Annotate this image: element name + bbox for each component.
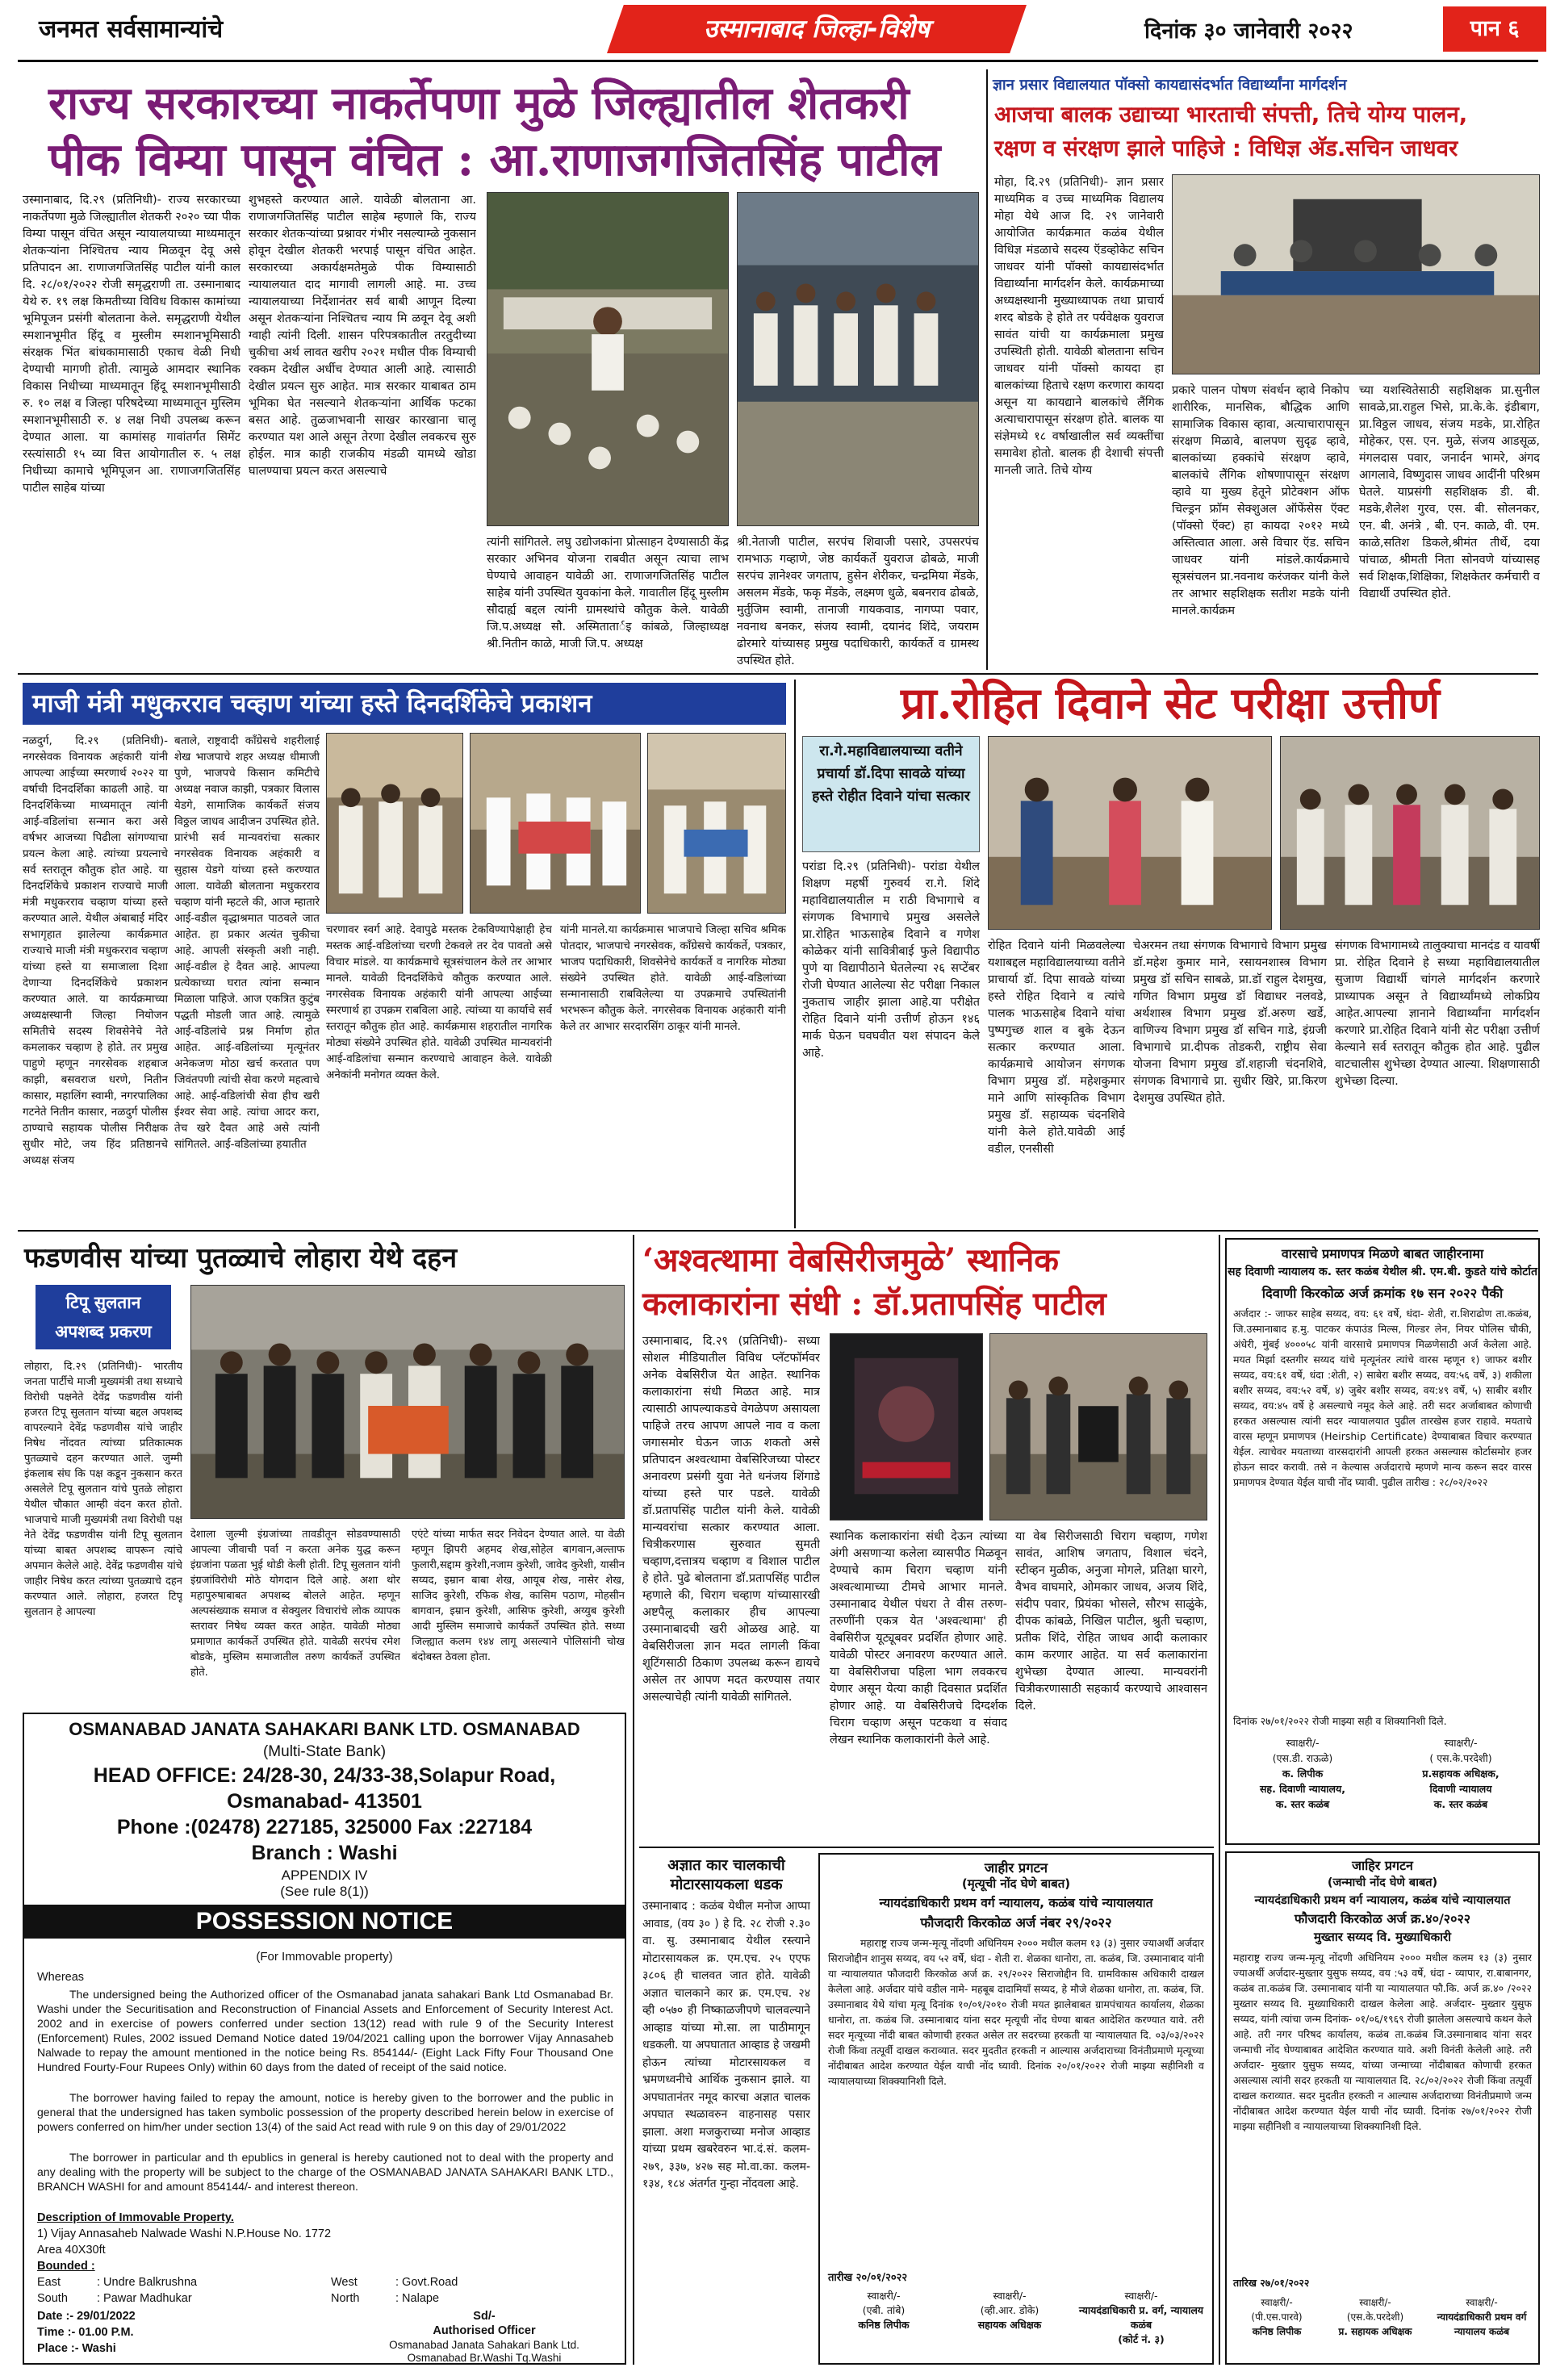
notice-para-2: The borrower having failed to repay the amount, notice is hereby given to the borrower and the public in general that the undersigned has taken symbolic possession of the property described herein below in exercise of powers conferred on him/her under section 13(4) of the said Act read with rule 9 on this day of 29/01/2022	[37, 2091, 613, 2133]
story5-tag-line2: अपशब्द प्रकरण	[55, 1322, 152, 1341]
heirship-sig-1-prefix: स्वाक्षरी/-	[1286, 1737, 1320, 1749]
heirship-body: अर्जदार :- जाफर साहेब सय्यद, वय: ६१ वर्षे, धंदा- शेती, रा.शिराढोण ता.कळंब, जि.उस्मानाबाद ह.मु. पाटकर कंपाउंड मिल्स, गिल्डर लेन, नियर पोलिस चौकी, अंधेरी, मुंबई ४०००५८ यांनी वारसाचे प्रमाणपत्र मिळणेसाठी अर्ज केलेला आहे. मयत मिर्झा दस्तगीर सय्यद यांचे मृत्यूनंतर त्यांचे वारस म्हणून १) जाफर बशीर सय्यद, वय:६१ वर्षे, धंदा :शेती, २) साबेरा बशीर सय्यद, वय:५६ वर्षे, ३) शकीला बशीर सय्यद, वय:५२ वर्षे, ४) जुबेर बशीर सय्यद, वय:४९ वर्षे, ५) साबीर बशीर सय्यद, वय:४५ वर्षे हे असल्याचे नमूद केले आहे. तरी सदर अर्जाबाबत कोणाची हरकत असल्यास त्यांनी सदर न्यायालयात पुढील तारखेस हजर राहावे. मयताचे वारस म्हणून प्रमाणपत्र (Heirship Certificate) देण्याबाबत विचार करण्यात येईल. त्याचेवर मयताच्या वारसदारांनी आपली हरकत असल्यास कोर्टासमोर हजर होऊन सादर करावी. तसे न केल्यास अर्जदाराचे म्हणणे मान्य करून सदर वारस प्रमाणपत्र देण्यात येईल याची नोंद घ्यावी. पुढील तारीख : २८/०२/२०२२	[1233, 1307, 1532, 1488]
story3-col-4: यांनी मानले.या कार्यक्रमास भाजपाचे जिल्हा सचिव श्रमिक पोतदार, भाजपाचे नगरसेवक, कॉंग्रेसचे कार्यकर्ते, पत्रकार, भाजप पदाधिकारी, शिवसेनेचे कार्यकर्ते व नागरिक मोठ्या संख्येने उपस्थित होते. यावेळी आई-वडिलांच्या सन्मानासाठी राबविलेल्या या उपक्रमाचे उपस्थितांनी भरभरून कौतुक केले. नगरसेवक विनायक अहंकारी यांनी केले तर आभार सरदारसिंग ठाकूर यांनी मानले.	[560, 923, 786, 1033]
story5-tag	[36, 1285, 171, 1349]
bank-branch: Branch : Washi	[251, 1842, 398, 1864]
story2-headline-2: रक्षण व संरक्षण झाले पाहिजे : विधिज्ञ अ‍ॅड.सचिन जाधवर	[994, 136, 1458, 161]
story4-photo-group	[1280, 736, 1540, 930]
death-notice-header: जाहीर प्रगटन	[984, 1860, 1048, 1876]
issue-date: दिनांक ३० जानेवारी २०२२	[1144, 19, 1353, 44]
story4-col-1: परांडा दि.२९ (प्रतिनिधी)- परांडा येथील शिक्षण महर्षी गुरुवर्य रा.गे. शिंदे महाविद्यालयातील म राठी विभागाचे व संगणक विभागाचे प्रमुख असलेले प्रा.रोहित भाऊसाहेब दिवाने व गणेश कोळेकर यांनी सावित्रीबाई फुले विद्यापीठ पुणे या विद्यापीठाने घेतलेल्या २६ सप्टेंबर रोजी घेण्यात आलेल्या सेट परीक्षा निकाल नुकताच जाहीर झाला आहे.या परीक्षेत रोहित दिवाने यांनी उत्तीर्ण होऊन १४६ मार्क घेऊन घवघवीत यश संपादन केले आहे.	[802, 860, 980, 1060]
birth-sig-1-prefix: स्वाक्षरी/-	[1261, 2297, 1293, 2308]
story2-col-3: च्या यशस्वितेसाठी सहशिक्षक प्रा.सुनील सावळे,प्रा.राहुल भिसे, प्रा.के.के. इंडीबाग, प्रा.विठ्ठल जाधव, संजय मडके, प्रा.रोहित मोहेकर, एस. एन. मुळे, संजय आडसूळ, मंगलदास पवार, जनार्दन भामरे, अंगद आगलावे, विष्णुदास जाधव आदींनी परिश्रम घेतले. याप्रसंगी सहशिक्षक डी. बी. मडके,शैलेश गुरव, एस. बी. सोलनकर, एन. बी. अनंत्रे , बी. एन. काळे, वी. एम. काळे,सतिश डिकले,श्रीमंत तीर्थे, दया पांचाळ, श्रीमती निता सोनवणे यांच्यासह सर्व शिक्षक,शिक्षिका, शिक्षकेतर कर्मचारी व विद्यार्थी उपस्थित होते.	[1359, 384, 1540, 600]
birth-notice-court: न्यायदंडाधिकारी प्रथम वर्ग न्यायालय, कळंब यांचे न्यायालयात	[1254, 1894, 1511, 1907]
heirship-sig-2-prefix: स्वाक्षरी/-	[1444, 1737, 1478, 1749]
bound-north: : Nalape	[395, 2292, 440, 2305]
property-desc: 1) Vijay Annasaheb Nalwade Washi N.P.House No. 1772	[37, 2227, 332, 2240]
story3-col-2: बताले, राष्ट्रवादी कॉंग्रेसचे शहरीलाई शेख भाजपाचे शहर अध्यक्ष धीमाजी पुणे, भाजपचे किसान कमिटीचे अध्यक्ष नवाज काझी, पत्रकार विलास येडगे, सामाजिक कार्यकर्ते संजय विठ्ठल जाधव आदीजन उपस्थित होते. प्रारंभी सर्व मान्यवरांचा सत्कार नगरसेवक विनायक अहंकारी व सुहास येडगे यांच्या हस्ते करण्यात आला. यावेळी बोलताना मधुकरराव चव्हाण यांनी म्हटले की, आज म्हातारे आई-वडील वृद्धाश्रमात पाठवले जात आहेत. हा प्रकार अत्यंत चुकीचा आहे. आपली संस्कृती अशी नाही. आई-वडील हे दैवत आहे. आपल्या प्रत्येकाच्या घरात त्यांना सन्मान मिळाला पाहिजे. आज एकत्रित कुटुंब पद्धती मोडली जात आहे. त्यामुळे आई-वडिलांचे प्रश्न निर्माण होत आहेत. आई-वडिलांच्या मृत्यूनंतर अनेकजण मोठा खर्च करतात पण जिवंतपणी त्यांची सेवा करणे महत्वाचे आहे. आई-वडिलांची सेवा हीच खरी ईश्वर सेवा आहे. त्यांचा आदर करा, तेच खरे दैवत आहे असे त्यांनी सांगितले. आई-वडिलांच्या हयातीत	[174, 734, 320, 1151]
story2-photo-seminar	[1172, 174, 1540, 374]
death-sig-2-role: सहायक अधिक्षक	[977, 2319, 1042, 2331]
accident-title-1: अज्ञात कार चालकाची	[667, 1857, 785, 1874]
story4-col-2: रोहित दिवाने यांनी मिळवलेल्या यशाबद्दल महाविद्यालयाच्या वतीने प्राचार्या डॉ. दिपा सावळे यांच्या हस्ते रोहित दिवाने व त्यांचे पालक भाऊसाहेब दिवाने यांचा पुष्पगुच्छ शाल व बुके देऊन सत्कार करण्यात आला. कार्यक्रमाचे आयोजन संगणक विभाग प्रमुख डॉ. महेशकुमार माने आणि सांस्कृतिक विभाग प्रमुख डॉ. सहाय्यक चंदनशिवे यांनी केले होते.यावेळी आई वडील, एनसीसी	[988, 939, 1125, 1156]
notice-place: Place :- Washi	[37, 2342, 116, 2355]
bank-city: Osmanabad- 413501	[227, 1790, 422, 1813]
death-sig-3-sub: (कोर्ट नं. ३)	[1118, 2333, 1165, 2345]
bound-north-label: North	[331, 2292, 360, 2305]
heirship-sig-1-role: क. लिपीक	[1282, 1767, 1324, 1780]
heirship-sig-1-court: सह. दिवाणी न्यायालय,	[1259, 1783, 1345, 1795]
death-notice	[818, 1853, 1214, 2365]
story3-photo-right	[647, 733, 786, 914]
death-notice-court: न्यायदंडाधिकारी प्रथम वर्ग न्यायालय, कळंब यांचे न्यायालयात	[879, 1896, 1153, 1910]
birth-notice-date: तारिख २७/०१/२०२२	[1233, 2277, 1310, 2289]
story5-col-3: एएंटे यांच्या मार्फत सदर निवेदन देण्यात आले. या वेळी म्हणून झिपरी अहमद शेख,सोहेल बागवान,अल्ताफ फुलारी,सद्दाम कुरेशी,नजाम कुरेशी, जावेद कुरेशी, यासीन सय्यद, इम्रान बाबा शेख, आयूब शेख, नासेर शेख, साजिद कुरेशी, रफिक शेख, कासिम पठाण, मोहसीन बागवान, इम्रान कुरेशी, आसिफ कुरेशी, अय्युब कुरेशी आदी मुस्लिम समाजाचे कार्यकर्ते उपस्थित होते. सध्या जिल्ह्यात कलम १४४ लागू असल्याने पोलिसांनी चोख बंदोबस्त ठेवला होता.	[412, 1529, 625, 1663]
heirship-sig-2-place: क. स्तर कळंब	[1433, 1798, 1488, 1810]
story6-headline-part1: ‘अश्वत्थामा वेबसिरीजमुळे’ स्थानिक	[642, 1241, 1060, 1279]
story6-col-2: स्थानिक कलाकारांना संधी देऊन त्यांच्या अंगी असणाऱ्या कलेला व्यासपीठ मिळवून देण्याचे काम चिराग चव्हाण यांनी अश्वत्थामाच्या टीमचे आभार मानले. उस्मानाबाद येथील पंधरा ते वीस तरुण-तरुणींनी एकत्र येत 'अश्वत्थामा' ही वेबसिरीज यूट्यूबवर प्रदर्शित होणार आहे. यावेळी पोस्टर अनावरण करण्यात आले. या वेबसिरीजचा पहिला भाग लवकरच येणार असून येत्या काही दिवसात प्रदर्शित होणार आहे. या वेबसिरीजचे दिग्दर्शक चिराग चव्हाण असून पटकथा व संवाद लेखन स्थानिक कलाकारांनी केले आहे.	[830, 1530, 1007, 1746]
story4-col-4: संगणक विभागामध्ये तालुक्याचा मानदंड व यावर्षी प्रा. रोहित दिवाने हे सध्या महाविद्यालयातील सुजाण विद्यार्थी चांगले मार्गदर्शन करणारे प्राध्यापक असून ते विद्यार्थ्यांमध्ये लोकप्रिय आहेत.आपल्या ज्ञानाने विद्यार्थ्यांना मार्गदर्शन करणारे प्रा.रोहित दिवाने यांनी सेट परीक्षा उत्तीर्ण केल्याने सर्व स्तरातून कौतुक होत आहे. पुढील वाटचालीस शुभेच्छा देण्यात आल्या. शिक्षणासाठी शुभेच्छा दिल्या.	[1335, 939, 1540, 1088]
story1-headline-1: राज्य सरकारच्या नाकर्तेपणा मुळे जिल्ह्यातील शेतकरी	[48, 77, 910, 130]
property-bounded: Bounded :	[37, 2260, 95, 2273]
story5-col-2: देशाला जुल्मी इंग्रजांच्या तावडीतून सोडवण्यासाठी आपल्या जीवाची पर्वा न करता अनेक युद्ध करून इंग्रजांना पळता भुई थोडी केली होती. टिपू सुलतान यांनी इंग्रजांविरोधी मोठे योगदान दिले आहे. अशा थोर महापुरुषाबाबत अपशब्द बोलले आहेत. म्हणून अल्पसंख्याक समाज व सेक्युलर विचारांचे लोक व्यापक स्तरावर निषेध व्यक्त करत आहेत. यावेळी मोठ्या प्रमाणात कार्यकर्ते उपस्थित होते. यावेळी सरपंच रमेश बोडके, मुस्लिम समाजातील तरुण कार्यकर्ते उपस्थित होते.	[190, 1529, 400, 1679]
story6-col-1: उस्मानाबाद, दि.२९ (प्रतिनिधी)- सध्या सोशल मीडियातील विविध प्लॅटफॉर्मवर अनेक वेबसिरीज येत आहेत. स्थानिक कलाकारांना संधी मिळत आहे. मात्र त्यासाठी आपल्याकडचे वेगळेपण असायला पाहिजे तरच आपण आपले नाव व कला जगासमोर घेऊन जाऊ शकतो असे प्रतिपादन अश्वत्थामा वेबसिरिजच्या पोस्टर अनावरण प्रसंगी युवा नेते धनंजय शिंगाडे यांच्या हस्ते पार पडले. यावेळी डॉ.प्रतापसिंह पाटील यांनी केले. यावेळी मान्यवरांचा सत्कार करण्यात आला. चित्रीकरणास सुरुवात सुमती चव्हाण,दत्तात्रय चव्हाण व विशाल पाटील हे होते. पुढे बोलताना डॉ.प्रतापसिंह पाटील म्हणाले की, चिराग चव्हाण यांच्यासारखी अष्टपैलू कलाकार हीच आपल्या उस्मानाबादची खरी ओळख आहे. या वेबसिरीजला ज्ञान मदत लागली किंवा शूटिंगसाठी ठिकाण उपलब्ध करून द्यायचे असेल तर आपण मदत करण्यास तयार असल्याचेही त्यांनी यावेळी सांगितले.	[642, 1335, 820, 1704]
story2-headline-1: आजचा बालक उद्याच्या भारताची संपत्ती, तिचे योग्य पालन,	[994, 102, 1468, 128]
notice-date: Date :- 29/01/2022	[37, 2310, 136, 2323]
masthead	[0, 0, 1556, 58]
birth-sig-1	[1228, 2295, 1325, 2339]
death-sig-3	[1072, 2289, 1211, 2347]
bound-west: : Govt.Road	[395, 2276, 458, 2289]
bank-name: OSMANABAD JANATA SAHAKARI BANK LTD. OSMANABAD	[69, 1719, 580, 1739]
story3-photo-center	[470, 733, 641, 914]
notice-title: POSSESSION NOTICE	[24, 1905, 625, 1939]
death-sig-2-prefix: स्वाक्षरी/-	[993, 2290, 1027, 2302]
bank-notice	[23, 1713, 626, 2365]
birth-sig-3-role: न्यायदंडाधिकारी प्रथम वर्ग न्यायालय कळंब	[1437, 2311, 1527, 2337]
heirship-sig-2-name: ( एस.के.परदेशी)	[1429, 1752, 1492, 1764]
bank-appendix: APPENDIX IV	[281, 1868, 368, 1883]
story4-photo-felicitation	[988, 736, 1272, 930]
bound-south: : Pawar Madhukar	[97, 2292, 192, 2305]
birth-sig-2-role: प्र. सहायक अधिक्षक	[1338, 2326, 1412, 2337]
bank-phone: Phone :(02478) 227185, 325000 Fax :227184	[116, 1816, 533, 1838]
section-title: उस्मानाबाद जिल्हा-विशेष	[704, 15, 930, 44]
death-sig-3-prefix: स्वाक्षरी/-	[1124, 2290, 1158, 2302]
story3-col-1: नळदुर्ग, दि.२९ (प्रतिनिधी)- नगरसेवक विनायक अहंकारी यांनी आपल्या आईच्या स्मरणार्थ २०२२ या वर्षाची दिनदर्शिका काढली आहे. या दिनदर्शिकेच्या माध्यमातून त्यांनी आई-वडिलांचा सन्मान करा असे वर्षभर आजच्या पिढीला सांगण्याचा प्रयत्न केला आहे. त्यांच्या प्रयत्नाचे सर्व स्तरातून कौतुक होत आहे. या दिनदर्शिकेचे प्रकाशन राज्याचे माजी मंत्री मधुकरराव चव्हाण यांच्या हस्ते करण्यात आले. येथील अंबाबाई मंदिर सभागृहात झालेल्या कार्यक्रमात राज्याचे माजी मंत्री मधुकरराव चव्हाण यांच्या हस्ते या समाजाला दिशा देणाऱ्या दिनदर्शिकेचे प्रकाशन करण्यात आले. या कार्यक्रमाच्या अध्यक्षस्थानी जिल्हा नियोजन समितीचे सदस्य शिवसेनेचे नेते कमलाकर चव्हाण हे होते. तर प्रमुख पाहुणे म्हणून नगरसेवक शहबाज काझी, बसवराज धरणे, नितीन कासार, महालिंग स्वामी, नगरपालिका गटनेते नितीन कासार, नळदुर्ग पोलीस ठाण्याचे सहायक पोलीस निरीक्षक सुधीर मोटे, जय हिंद प्रतिष्ठानचे अध्यक्ष संजय	[23, 734, 168, 1167]
bound-east-label: East	[37, 2276, 61, 2289]
bound-west-label: West	[331, 2276, 358, 2289]
notice-para-1: The undersigned being the Authorized officer of the Osmanabad janata sahakari Bank Ltd Osmanabad Br. Washi under the Securitisation and Reconstruction of Financial Assets and Enforcement of Security Interest Act. 2002 and in exercise of powers conferred under section 13(12) read with rule 9 of the Security Interest (Enforcement) Rules, 2002 issued Demand Notice dated 19/04/2021 calling upon the borrower Vijay Annasaheb Nalwade to repay the amount mentioned in the notice being Rs. 854144/- (Eight Lack Fifty Four Thousand One Hundred Fourty-Four Rupees Only) within 60 days from the dated of receipt of the said notice.	[37, 1988, 613, 2073]
death-notice-body: महाराष्ट्र राज्य जन्म-मृत्यू नोंदणी अधिनियम २००० मधील कलम १३ (३) नुसार ज्याअर्थी अर्जदार सिराजोद्दीन शानुस सय्यद, वय ५२ वर्षे, धंदा - शेती रा. शेळका धानोरा, ता. कळंब, जि. उस्मानाबाद यांनी या न्यायालयात फौजदारी किरकोळ अर्ज क्र. २९/२०२२ सिराजोद्दीन वि. ग्रामविकास अधिकारी दाखल केलेला आहे. अर्जदार यांचे वडील नामे- महबूब दादामियाँ सय्यद, हे मौजे शेळका धानोरा, ता. कळंब, जि. उस्मानाबाद येथे यांचा मृत्यू दिनांक १०/०१/२०१० रोजी मयत झालेबाबत ग्रामपंचायत कार्यालय, शेळका धानोरा, ता. कळंब जि. उस्मानाबाद यांना सदर मृत्यूची नोंद घेण्या बाबत आदेशित करण्यात यावे. तरी सदर मृत्यूच्या नोंदी बाबत कोणाची हरकत असेल तर सदरच्या हरकती या न्यायालयात दि. ०३/०३/२०२२ रोजी किंवा तत्पूर्वी दाखल कराव्यात. सदर मुदतीत हरकती न आल्यास अर्जदाराच्या विनंतीप्रमाणे मृत्यूच्या नोंदीबाबत आदेश करण्यात येईल याची नोंद घ्यावी. दिनांक २०/०१/२०२२ रोजी माझ्या सहीनिशी व न्यायालयाच्या शिक्क्यानिशी दिले.	[828, 1937, 1204, 2087]
death-sig-2	[949, 2289, 1070, 2332]
officer-bank: Osmanabad Janata Sahakari Bank Ltd.	[389, 2339, 579, 2351]
officer-title: Authorised Officer	[433, 2324, 536, 2337]
officer-sd: Sd/-	[473, 2310, 496, 2323]
story4-headline: प्रा.रोहित दिवाने सेट परीक्षा उत्तीर्ण	[901, 677, 1440, 729]
notice-para-3: The borrower in particular and th epublics in general is hereby cautioned not to deal with the property and any dealing with the property will be subject to the charge of the OSMANABAD JANATA SAHAKARI BANK LTD., BRANCH WASHI for and amount 854144/- and interest thereon.	[37, 2151, 613, 2193]
story1-col-1: उस्मानाबाद, दि.२९ (प्रतिनिधी)- राज्य सरकारच्या नाकर्तेपणा मुळे जिल्ह्यातील शेतकरी २०२० च्या पीक विम्या पासून वंचित असून न्यायालयाच्या माध्यमातून शेतकऱ्यांना निश्चितच न्याय मिळवून देवू असे प्रतिपादन आ. राणाजगजितसिंह पाटील यांनी काल दि. २८/०१/२०२२ रोजी समृद्धराणी ता. उस्मानाबाद येथे रु. १९ लक्ष किमतीच्या विविध विकास कामांच्या भूमिपूजन प्रसंगी बोलताना केले. समृद्धराणी येथील स्मशानभूमीत हिंदू व मुस्लीम स्मशानभूमिसाठी संरक्षक भिंत बांधकामासाठी एकाच वेळी निधी देण्याची मागणी होती. त्यामुळे आमदार स्थानिक विकास निधीच्या माध्यमातून हिंदू स्मशानभूमीसाठी रु. १० लक्ष व जिल्हा परिषदेच्या माध्यमातून मुस्लिम स्मशानभूमीसाठी रु. ४ लक्ष निधी उपलब्ध करून देण्यात आला. या कामांसह गावांतर्गत सिमेंट रस्त्यांसाठी १५ व्या वित्त आयोगातील रु. ५ लक्ष निधीच्या कामाचे भूमिपूजन आ. राणाजगजितसिंह पाटील साहेब यांच्या	[23, 194, 241, 495]
birth-notice	[1225, 1851, 1540, 2365]
story1-headline-2: पीक विम्या पासून वंचित : आ.राणाजगजितसिंह पाटील	[48, 133, 941, 186]
story4-caption-box: रा.गे.महाविद्यालयाच्या वतीने प्रचार्या डॉ.दिपा सावळे यांच्या हस्ते रोहीत दिवाने यांचा सत्कार	[802, 736, 980, 852]
notice-subtitle: (For Immovable property)	[256, 1950, 393, 1964]
birth-notice-case: फौजदारी किरकोळ अर्ज क्र.४०/२०२२	[1294, 1911, 1471, 1926]
heirship-sig-1-place: क. स्तर कळंब	[1275, 1798, 1330, 1810]
heirship-court: सह दिवाणी न्यायालय क. स्तर कळंब येथील श्री. एम.बी. कुडते यांचे कोर्टात	[1228, 1265, 1537, 1278]
heirship-sig-1	[1230, 1735, 1375, 1812]
story6-col-3: या वेब सिरीजसाठी चिराग चव्हाण, गणेश सावंत, आशिष जगताप, विशाल चंदने, स्टीव्हन मुळीक, अनुजा मोगले, प्रतिक्षा घारगे, वैभव वाघमारे, ओमकार जाधव, अजय शिंदे, संदीप पवार, प्रियंका भोसले, सौरभ साळुंके, दीपक कांबळे, निखिल पाटील, श्रुती चव्हाण, प्रतीक शिंदे, रोहित जाधव आदी कलाकार काम करणार आहेत. या सर्व कलाकारांना शुभेच्छा देण्यात आल्या. मान्यवरांनी चित्रीकरणासाठी सहकार्य करण्याचे आश्वासन दिले.	[1015, 1530, 1207, 1713]
officer-branch: Osmanabad Br.Washi Tq.Washi	[407, 2352, 562, 2364]
heirship-case: दिवाणी किरकोळ अर्ज क्रमांक १७ सन २०२२ पैकी	[1261, 1286, 1504, 1301]
heirship-notice	[1225, 1238, 1540, 1845]
story3-col-3: चरणावर स्वर्ग आहे. देवापुढे मस्तक टेकविण्यापेक्षाही हेच मस्तक आई-वडिलांच्या चरणी टेकवले तर देव पावतो असे विचार मांडले. या कार्यक्रमाचे सूत्रसंचालन केले तर आभार मानले. यावेळी दिनदर्शिकेचे कौतुक करण्यात आले. नगरसेवक विनायक अहंकारी यांनी आपल्या आईच्या स्मरणार्थ हा उपक्रम राबविला आहे. त्यांच्या या कार्याचे सर्व स्तरातून कौतुक होत आहे. कार्यक्रमास शहरातील नागरिक मोठ्या संख्येने उपस्थित होते. यावेळी उपस्थित मान्यवरांनी आई-वडिलांचा सन्मान करण्याचे आवाहन केले. यावेळी अनेकांनी मनोगत व्यक्त केले.	[326, 923, 552, 1081]
death-sig-1-name: (एबी. तांबे)	[862, 2304, 906, 2316]
death-sig-1-prefix: स्वाक्षरी/-	[867, 2290, 901, 2302]
story1-col-4: श्री.नेताजी पाटील, सरपंच शिवाजी पसारे, उपसरपंच रामभाऊ गव्हाणे, जेष्ठ कार्यकर्ते युवराज ढोबळे, माजी सरपंच ज्ञानेश्वर जगताप, हुसेन शेरीकर, चन्द्रमिया मेंडके, असलम मेंडके, फकृ मेंडके, लक्ष्मण धुळे, बबनराव ढोबळे, मुर्तुजिम स्वामी, तानाजी गायकवाड, नागप्पा पवार, नवनाथ बनकर, संजय स्वामी, दयानंद शिंदे, जयराम ढोरमारे यांच्यासह प्रमुख पदाधिकारी, कार्यकर्ते व ग्रामस्थ उपस्थित होते.	[737, 536, 979, 667]
story1-col-3: त्यांनी सांगितले. लघु उद्योजकांना प्रोत्साहन देण्यासाठी केंद्र सरकार अभिनव योजना राबवीत असून त्याचा लाभ घेण्याचे आवाहन यावेळी आ. राणाजगजितसिंह पाटील साहेब यांनी उपस्थित युवकांना केले. गावातील हिंदू मुस्लीम सौदार्ह्य बद्दल त्यांनी ग्रामस्थांचे कौतुक केले. यावेळी जि.प.अध्यक्ष सौ. अस्मितातार्इ कांबळे, जिल्हाध्यक्ष श्री.नितीन काळे, माजी जि.प. अध्यक्ष	[487, 536, 729, 650]
heirship-title: वारसाचे प्रमाणपत्र मिळणे बाबत जाहीरनामा	[1281, 1246, 1484, 1261]
death-sig-1-role: कनिष्ठ लिपीक	[858, 2319, 910, 2331]
heirship-sig-2-court: दिवाणी न्यायालय	[1429, 1783, 1492, 1795]
death-sig-2-name: (व्ही.आर. डोके)	[980, 2304, 1039, 2316]
notice-time: Time :- 01.00 P.M.	[37, 2326, 134, 2339]
birth-sig-1-role: कनिष्ठ लिपीक	[1252, 2326, 1302, 2337]
story6-headline-1	[642, 1240, 1207, 1282]
birth-sig-2-name: (एस.के.परदेशी)	[1346, 2311, 1404, 2323]
story3-headline: माजी मंत्री मधुकरराव चव्हाण यांच्या हस्ते दिनदर्शिकेचे प्रकाशन	[32, 689, 592, 718]
birth-sig-2-prefix: स्वाक्षरी/-	[1359, 2297, 1391, 2308]
story5-col-1: लोहारा, दि.२९ (प्रतिनिधी)- भारतीय जनता पार्टीचे माजी मुख्यमंत्री तथा सध्याचे विरोधी पक्षनेते देवेंद्र फडणवीस यांनी हजरत टिपू सुलतान यांच्या बद्दल अपशब्द वापरल्याने देवेंद्र फडणवीस यांचे जाहीर निषेध नोंदवत त्यांच्या प्रतिकात्मक पुतळ्याचे दहन करण्यात आले. जुम्मी इंकलाब संघ कि पक्ष कडून नुकसान करत असलेले टिपू सुलतान यांचे पुतळे लोहारा येथील चौकात आम्ही वंदन करत होतो. भाजपाचे माजी मुख्यमंत्री तथा विरोधी पक्ष नेते देवेंद्र फडणवीस यांनी टिपू सुलतान यांच्या बाबत अपशब्द वापरून त्यांचे अपमान केलेले आहे. देवेंद्र फडणवीस यांचे जाहीर निषेध करत त्यांच्या पुतळ्याचे दहन करण्यात आले. लोहारा, हजरत टिपू सुलतान हे आपल्या	[24, 1361, 182, 1618]
birth-sig-2	[1327, 2295, 1424, 2339]
heirship-sig-2	[1388, 1735, 1533, 1812]
death-notice-sub: (मृत्यूची नोंद घेणे बाबत)	[961, 1876, 1071, 1891]
death-sig-1	[823, 2289, 944, 2332]
story5-tag-line1: टिपू सुलतान	[65, 1293, 141, 1312]
story3-photo-left	[326, 733, 463, 914]
heirship-sig-1-name: (एस.डी. राऊळे)	[1272, 1752, 1333, 1764]
death-notice-case: फौजदारी किरकोळ अर्ज नंबर २९/२०२२	[920, 1915, 1112, 1930]
story2-kicker: ज्ञान प्रसार विद्यालयात पॉक्सो कायद्यासंदर्भात विद्यार्थ्यांना मार्गदर्शन	[993, 77, 1347, 94]
birth-notice-body: महाराष्ट्र राज्य जन्म-मृत्यू नोंदणी अधिनियम २००० मधील कलम १३ (३) नुसार ज्याअर्थी अर्जदार-मुख्तार युसुफ सय्यद, वय :५३ वर्षे, धंदा - व्यापार, रा.बाबानगर, कळंब ता.कळंब जि. उस्मानाबाद यांनी या न्यायालयात फौ.कि. अर्ज क्र.४० /२०२२ मुख्तार सय्यद वि. मुख्याधिकारी दाखल केलेला आहे. अर्जदार- मुख्तार युसुफ सय्यद, यांनी त्यांचा जन्म दिनांक- ०१/०६/१९६९ रोजी झालेला असल्याचे कथन केले आहे. तरी नगर परिषद कार्यालय, कळंब ता.कळंब जि.उस्मानाबाद यांना सदर जन्माची नोंद घेण्याबाबत आदेशित करण्यात यावे. अशी विनंती केलेली आहे. तरी अर्जदार- मुख्तार युसुफ सय्यद, यांच्या जन्माच्या नोंदीबाबत कोणाची हरकत असल्यास त्यांनी सदर हरकती या न्यायालयात दि. २८/०२/२०२२ रोजी किंवा तत्पूर्वी दाखल कराव्यात. सदर मुदतीत हरकती न आल्यास अर्जदाराच्या विनंतीप्रमाणे जन्म नोंदीबाबत आदेश करण्यात येईल याची नोंद घ्यावी. दिनांक २७/०१/२०२२ रोजी माझ्या सहीनिशी व न्यायालयाच्या शिक्क्यानिशी दिले.	[1233, 1951, 1532, 2132]
accident-title-2: मोटारसायकला धडक	[670, 1876, 783, 1893]
bound-south-label: South	[37, 2292, 68, 2305]
page-number: पान ६	[1443, 6, 1546, 52]
birth-sig-1-name: (पी.एस.पारवे)	[1251, 2311, 1303, 2323]
property-title: Description of Immovable Property.	[37, 2211, 234, 2224]
story1-photo-crowd	[737, 192, 979, 526]
birth-notice-parties: मुख्तार सय्यद वि. मुख्याधिकारी	[1313, 1930, 1452, 1944]
bank-rule: (See rule 8(1))	[280, 1884, 369, 1899]
birth-notice-sub: (जन्माची नोंद घेणे बाबत)	[1327, 1876, 1438, 1889]
birth-sig-3	[1425, 2295, 1538, 2339]
accident-body: उस्मानाबाद : कळंब येथील मनोज आप्पा आवाड, (वय ३० ) हे दि. २८ रोजी २.३० वा. सु. उस्मानाबाद येथील रस्त्याने मोटारसायकल क्र. एम.एच. २५ एएफ ३८०६ ही चालवत जात होते. यावेळी अज्ञात चालकाने कार क्र. एम.एच. २४ व्ही ०५७० ही निष्काळजीपणे चालवल्याने आव्हाड यांच्या मो.सा. ला पाठीमागून धडकली. या अपघातात आव्हाड हे जखमी होऊन त्यांच्या मोटारसायकल व भ्रमणध्वनीचे आर्थिक नुकसान झाले. या अपघातानंतर नमूद कारचा अज्ञात चालक अपघात स्थळावरुन वाहनासह पसार झाला. अशा मजकुराच्या मनोज आव्हाड यांच्या प्रथम खबरेवरुन भा.दं.सं. कलम- २७९, ३३७, ४२७ सह मो.वा.का. कलम- १३४, १८४ अंतर्गत गुन्हा नोंदवला आहे.	[642, 1900, 810, 2190]
bound-east: : Undre Balkrushna	[97, 2276, 198, 2289]
bank-type: (Multi-State Bank)	[262, 1743, 387, 1760]
heirship-date-line: दिनांक २७/०१/२०२२ रोजी माझ्या सही व शिक्यानिशी दिले.	[1233, 1715, 1447, 1727]
heirship-sig-2-role: प्र.सहायक अधिक्षक,	[1422, 1767, 1500, 1780]
story5-photo-protest	[190, 1285, 625, 1519]
death-sig-3-role: न्यायदंडाधिकारी प्र. वर्ग, न्यायालय कळंब	[1078, 2304, 1204, 2331]
masthead-title: जनमत सर्वसामान्यांचे	[39, 15, 224, 44]
story4-col-3: चेअरमन तथा संगणक विभागाचे विभाग प्रमुख डॉ.महेश कुमार माने, रसायनशास्त्र विभाग प्रमुख डॉ सचिन साबळे, प्रा.डॉ राहुल देशमुख, गणित विभाग प्रमुख डॉ विद्याधर नलवडे, अर्थशास्त्र विभाग प्रमुख डॉ.अरुण खर्डे, वाणिज्य विभाग प्रमुख डॉ सचिन गाडे, इंग्रजी विभागाचे प्रा.दीपक तोडकरी, राष्ट्रीय सेवा योजना विभाग प्रमुख डॉ.शहाजी चंदनशिवे, संगणक विभागाचे प्रा. सुधीर खिरे, प्रा.किरण देशमुख उपस्थित होते.	[1133, 939, 1327, 1105]
story1-col-2: शुभहस्ते करण्यात आले. यावेळी बोलताना आ. राणाजगजितसिंह पाटील साहेब म्हणाले कि, राज्य सरकार शेतकऱ्यांच्या प्रश्नावर गंभीर नसल्याम्ळे नुकसान होवून देखील शेतकरी भरपाई पासून वंचित आहेत. सरकारच्या अकार्यक्षमतेमुळे पीक विम्यासाठी न्यायालयात दाद मागावी लागली आहे. मा. उच्च न्यायालयाच्या निर्देशानंतर सर्व बाबी आणून दिल्या असून शेतकऱ्यांना निश्चितच न्याय मि ळवून देवू अशी ग्वाही त्यांनी दिली. शासन परिपत्रकातील तरतुदीच्या चुकीचा अर्थ लावत खरीप २०२१ मधील पीक विम्याची रक्कम देखील अर्धीच देण्यात आली आहे. त्यासाठी देखील प्रयत्न सुरु आहेत. मात्र सरकार याबाबत ठाम भूमिका घेत नसल्याने शेतकऱ्यांना आर्थिक फटका बसत आहे. तुळजाभवानी साखर कारखाना चालू करण्यात यश आले असून तेरणा देखील लवकरच सुरु होईल. मात्र काही राजकीय मंडळी यामध्ये खोडा घालण्याचा प्रयत्न करत असल्याचे	[249, 194, 476, 478]
story1-photo-speech	[487, 192, 729, 526]
story6-photo-group	[989, 1333, 1207, 1520]
notice-whereas: Whereas	[37, 1971, 85, 1984]
story2-col-1: मोहा, दि.२९ (प्रतिनिधी)- ज्ञान प्रसार माध्यमिक व उच्च माध्यमिक विद्यालय मोहा येथे आज दि. २९ जानेवारी आयोजित कार्यक्रमात कळंब येथील विधिज्ञ मंडळाचे सदस्य ऍडव्होकेट सचिन जाधवर यांनी पॉक्सो कायद्यासंदर्भात विद्यार्थ्यांना मार्गदर्शन केले. कार्यक्रमाच्या अध्यक्षस्थानी मुख्याध्यापक तथा प्राचार्य शरद बोडके हे होते तर पर्यवेक्षक युवराज सावंत यांची या कार्यक्रमाला प्रमुख उपस्थिती होती. यावेळी बोलताना सचिन जाधवर यांनी पॉक्सो कायदा हा बालकांच्या हिताचे रक्षण करणारा कायदा असून या कायद्याने बालकांचे लैंगिक अत्याचारापासून संरक्षण होते. बालक या संज्ञेमध्ये १८ वर्षाखालील सर्व व्यक्तींचा समावेश होतो. बालक ही देशाची संपत्ती मानली जाते. तिचे योग्य	[994, 176, 1164, 477]
story5-headline: फडणवीस यांच्या पुतळ्याचे लोहारा येथे दहन	[24, 1242, 458, 1274]
story2-col-2: प्रकारे पालन पोषण संवर्धन व्हावे निकोप शारीरिक, मानसिक, बौद्धिक आणि सामाजिक विकास व्हावा, अत्याचारापासून संरक्षण मिळावे, बालपण सुदृढ व्हावे, बालकांच्या हक्कांचे संरक्षण व्हावे, बालकांचे लैंगिक शोषणापासून संरक्षण व्हावे या मुख्य हेतूने प्रोटेक्शन ऑफ चिल्ड्रन फ्रॉम सेक्शुअल ऑफेंसेस ऍक्ट (पॉक्सो ऍक्ट) हा कायदा २०१२ मध्ये अस्तित्वात आला. असे विचार ऍड. सचिन जाधवर यांनी मांडले.कार्यक्रमाचे सूत्रसंचलन प्रा.नवनाथ करंजकर यांनी केले तर आभार सहशिक्षक सतीश मडके यांनी मानले.कार्यक्रम	[1172, 384, 1349, 617]
property-area: Area 40X30ft	[37, 2244, 106, 2257]
story6-photo-poster	[830, 1333, 983, 1520]
story6-headline-2: कलाकारांना संधी : डॉ.प्रतापसिंह पाटील	[642, 1285, 1106, 1323]
bank-head-office: HEAD OFFICE: 24/28-30, 24/33-38,Solapur Road,	[93, 1764, 556, 1787]
death-notice-date: तारीख २०/०१/२०२२	[828, 2272, 908, 2284]
birth-notice-header: जाहिर प्रगटन	[1352, 1858, 1413, 1873]
birth-sig-3-prefix: स्वाक्षरी/-	[1466, 2297, 1498, 2308]
